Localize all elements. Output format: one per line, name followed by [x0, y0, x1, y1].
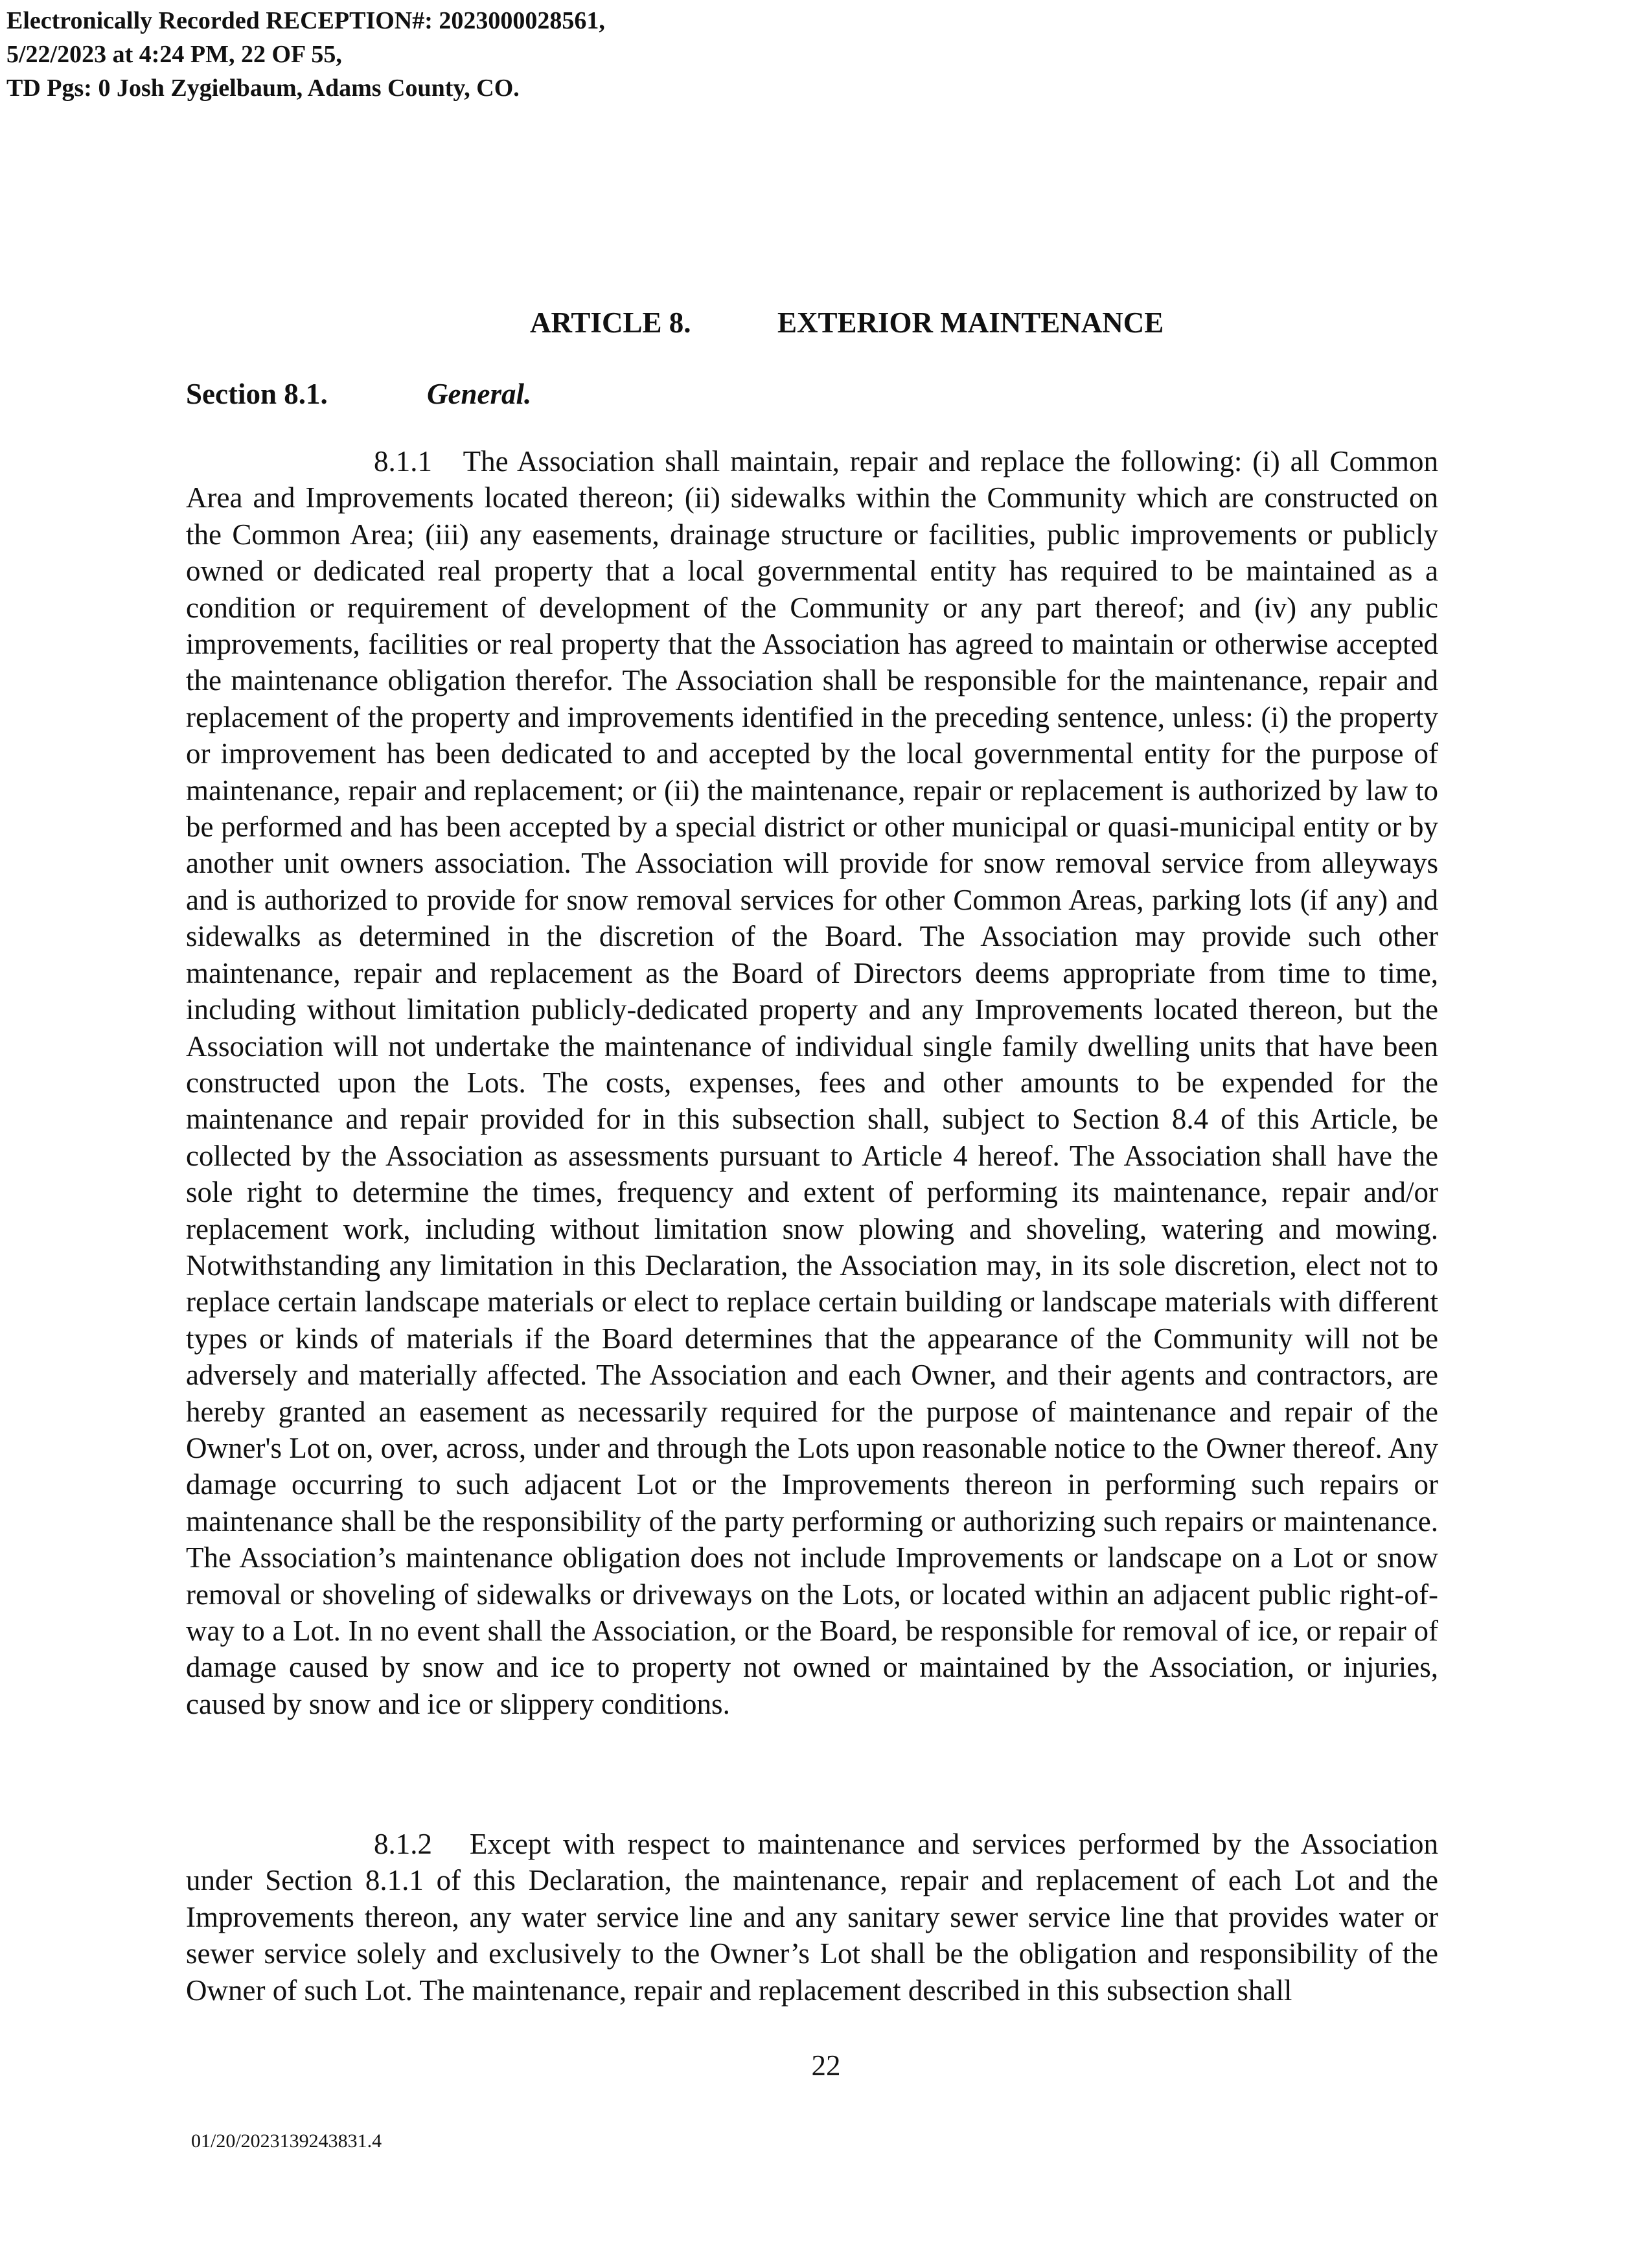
recording-stamp-line-1: Electronically Recorded RECEPTION#: 2023000028561, — [6, 7, 605, 34]
recording-stamp — [6, 4, 605, 105]
paragraph-8-1-2 — [186, 1826, 1438, 2009]
section-title: General. — [427, 378, 532, 410]
page-number: 22 — [811, 2049, 841, 2082]
article-number: ARTICLE 8. — [530, 306, 691, 339]
article-title: EXTERIOR MAINTENANCE — [777, 306, 1164, 339]
recording-stamp-line-3: TD Pgs: 0 Josh Zygielbaum, Adams County, CO. — [6, 75, 520, 102]
paragraph-text: Except with respect to maintenance and services performed by the Association under Section 8.1.1 of this Declaration, the maintenance, repair and replacement of each Lot and the Improvements thereon, any water service line and any sanitary sewer service line that provides water or sewer service solely and exclusively to the Owner’s Lot shall be the obligation and responsibility of the Owner of such Lot. The maintenance, repair and replacement described in this subsection shall — [186, 1828, 1438, 2007]
section-number: Section 8.1. — [186, 378, 328, 410]
paragraph-number: 8.1.2 — [374, 1828, 432, 1860]
article-heading — [530, 305, 1164, 341]
recording-stamp-line-2: 5/22/2023 at 4:24 PM, 22 OF 55, — [6, 41, 342, 68]
paragraph-text: The Association shall maintain, repair and replace the following: (i) all Common Area and Improvements located thereon; (ii) sidewalks within the Community which are constructed on the Common Area; (iii) any easements, drainage structure or facilities, public improvements or publicly owned or dedicated real property that a local governmental entity has required to be maintained as a condition or requirement of development of the Community or any part thereof; and (iv) any public improvements, facilities or real property that the Association has agreed to maintain or otherwise accepted the maintenance obligation therefor. The Association shall be responsible for the maintenance, repair and replacement of the property and improvements identified in the preceding sentence, unless: (i) the property or improvement has been dedicated to and accepted by the local governmental entity for the purpose of maintenance, repair and replacement; or (ii) the maintenance, repair or replacement is authorized by law to be performed and has been accepted by a special district or other municipal or quasi-municipal entity or by another unit owners association. The Association will provide for snow removal service from alleyways and is authorized to provide for snow removal services for other Common Areas, parking lots (if any) and sidewalks as determined in the discretion of the Board. The Association may provide such other maintenance, repair and replacement as the Board of Directors deems appropriate from time to time, including without limitation publicly-dedicated property and any Improvements located thereon, but the Association will not undertake the maintenance of individual single family dwelling units that have been constructed upon the Lots. The costs, expenses, fees and other amounts to be expended for the maintenance and repair provided for in this subsection shall, subject to Section 8.4 of this Article, be collected by the Association as assessments pursuant to Article 4 hereof. The Association shall have the sole right to determine the times, frequency and extent of performing its maintenance, repair and/or replacement work, including without limitation snow plowing and shoveling, watering and mowing. Notwithstanding any limitation in this Declaration, the Association may, in its sole discretion, elect not to replace certain landscape materials or elect to replace certain building or landscape materials with different types or kinds of materials if the Board determines that the appearance of the Community will not be adversely and materially affected. The Association and each Owner, and their agents and contractors, are hereby granted an easement as necessarily required for the purpose of maintenance and repair of the Owner's Lot on, over, across, under and through the Lots upon reasonable notice to the Owner thereof. Any damage occurring to such adjacent Lot or the Improvements thereon in performing such repairs or maintenance shall be the responsibility of the party performing or authorizing such repairs or maintenance. The Association’s maintenance obligation does not include Improvements or landscape on a Lot or snow removal or shoveling of sidewalks or driveways on the Lots, or located within an adjacent public right-of-way to a Lot. In no event shall the Association, or the Board, be responsible for removal of ice, or repair of damage caused by snow and ice to property not owned or maintained by the Association, or injuries, caused by snow and ice or slippery conditions. — [186, 445, 1438, 1720]
paragraph-8-1-1 — [186, 443, 1438, 1722]
section-heading — [186, 376, 531, 412]
document-id: 01/20/2023139243831.4 — [191, 2130, 382, 2152]
paragraph-number: 8.1.1 — [374, 445, 432, 478]
